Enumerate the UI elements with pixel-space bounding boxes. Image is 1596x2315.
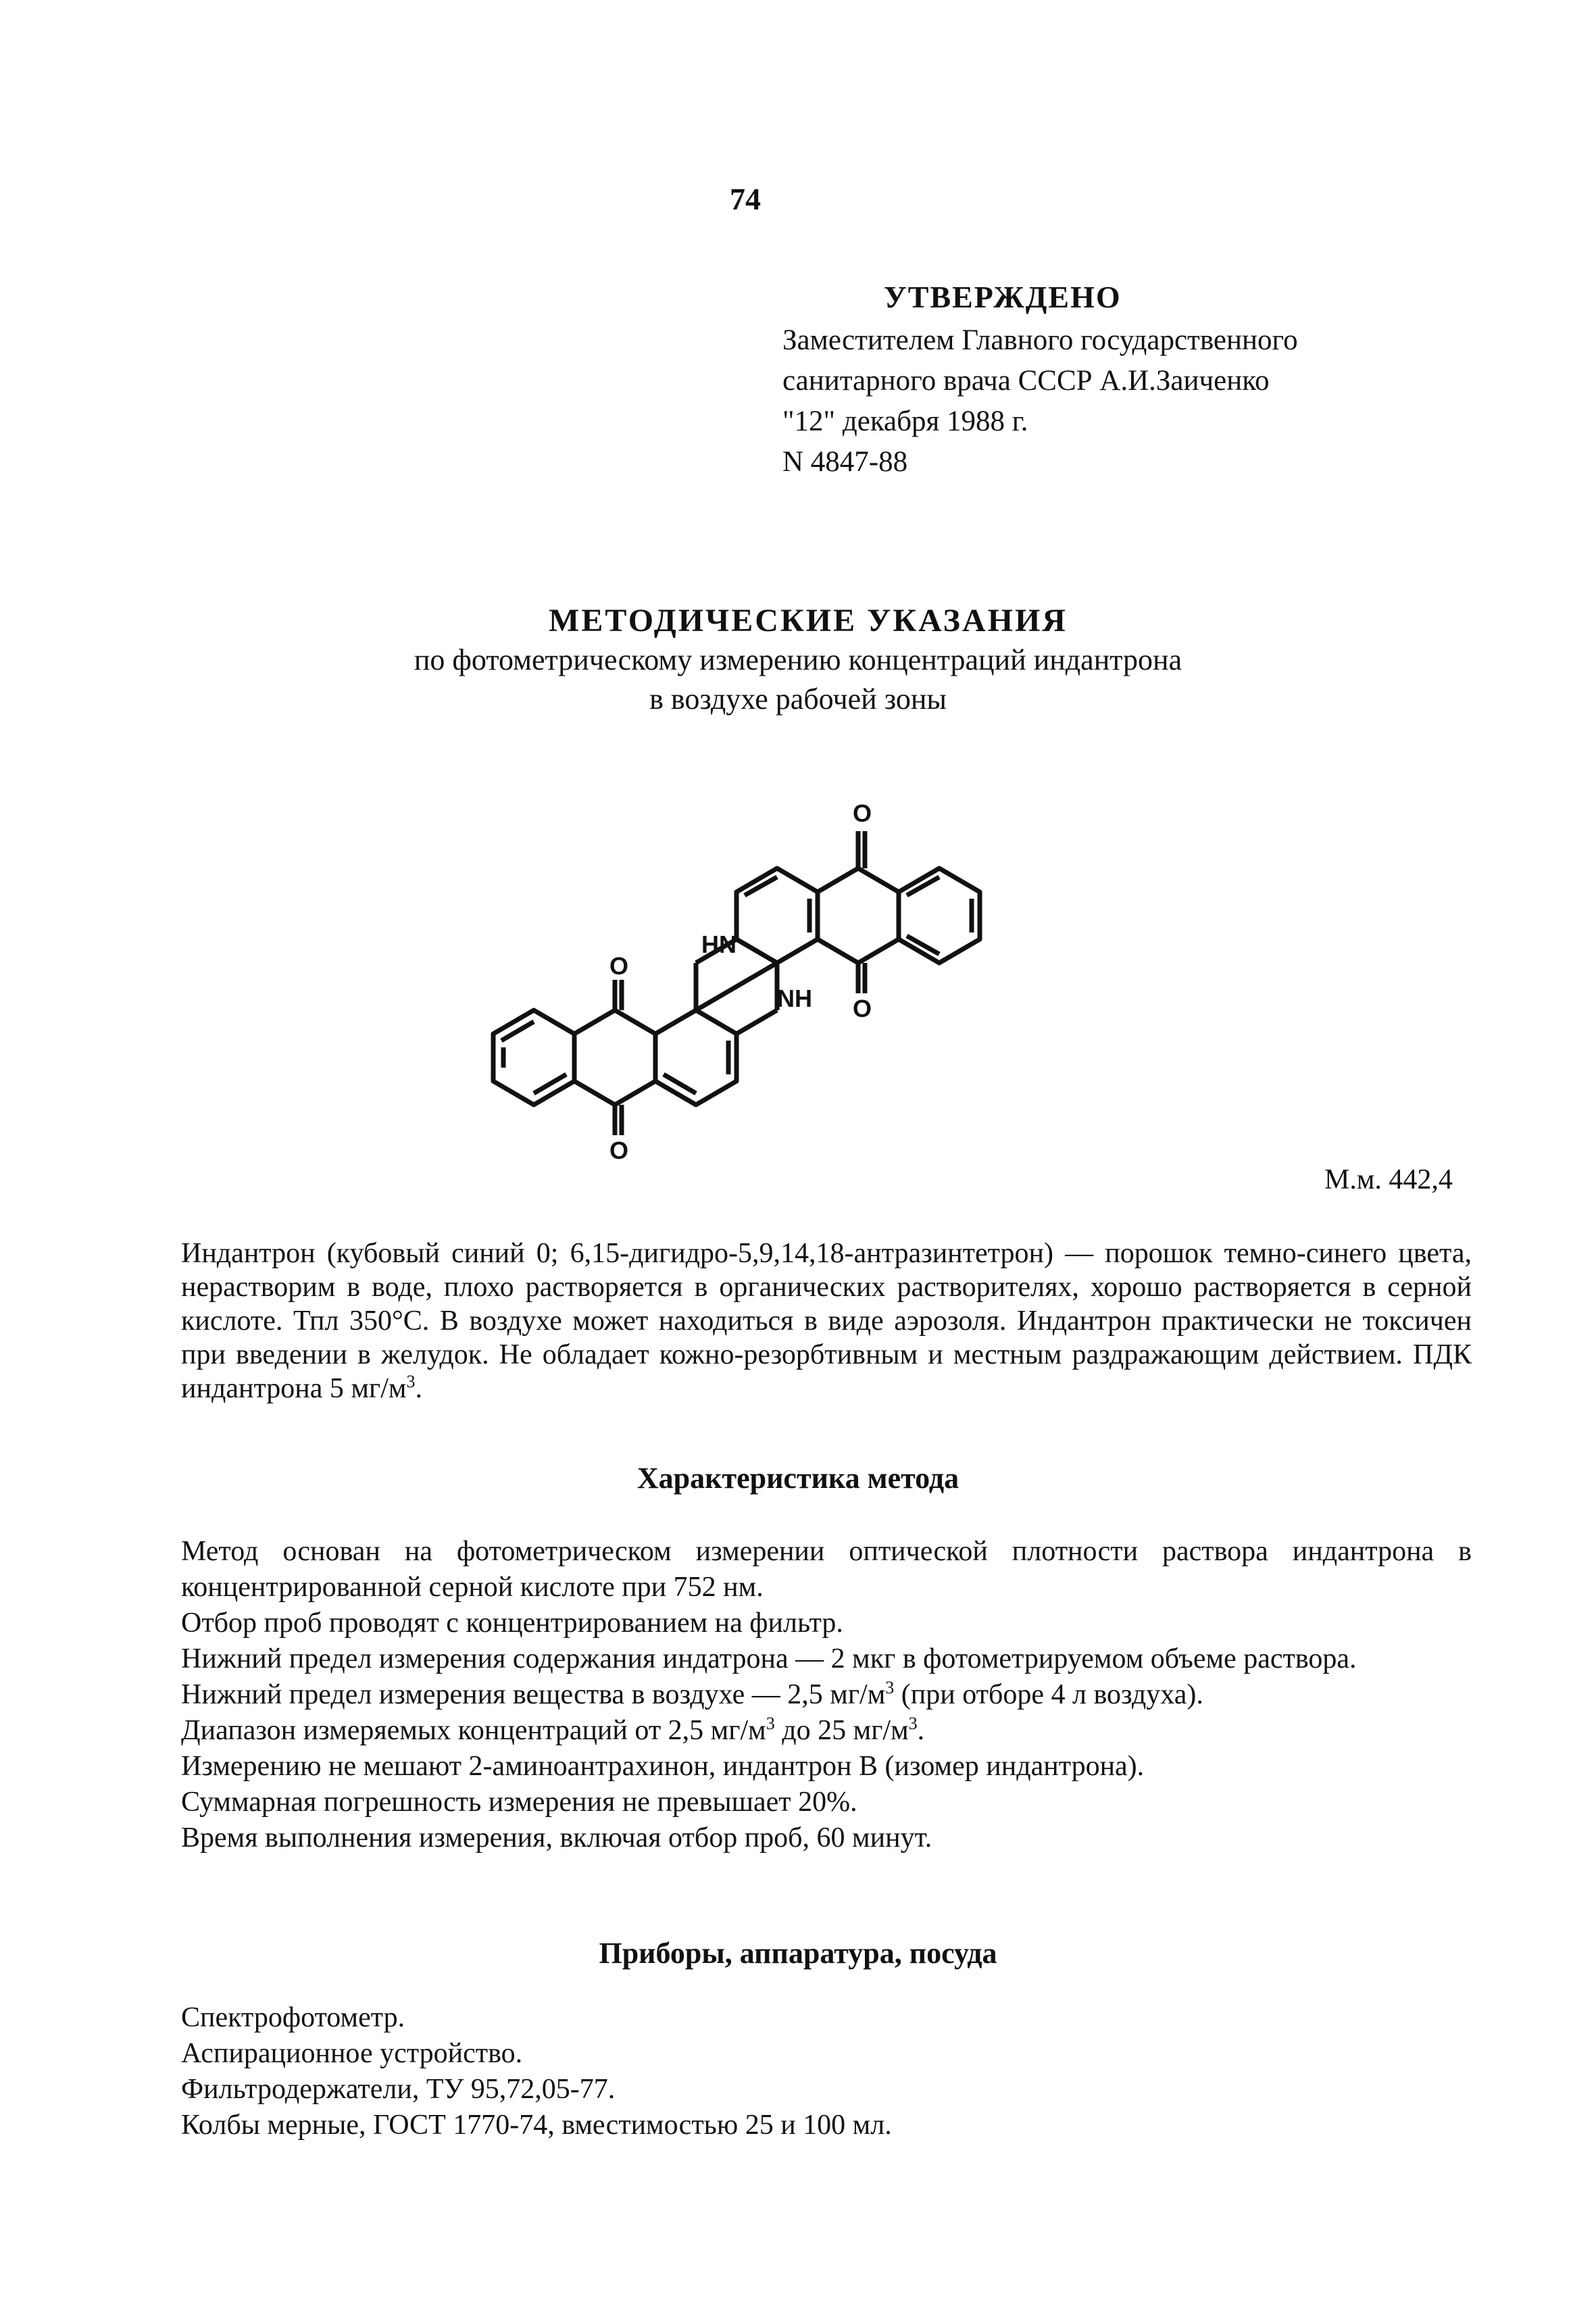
approval-line: Заместителем Главного государственного (782, 324, 1298, 356)
ring-right-quinone (818, 868, 899, 963)
method-paragraph: Время выполнения измерения, включая отбор проб, 60 минут. (181, 1822, 932, 1853)
document-title (0, 601, 1596, 719)
approval-line: санитарного врача СССР А.И.Заиченко (782, 365, 1270, 397)
intro-text-end: . (415, 1373, 422, 1404)
approval-heading: УТВЕРЖДЕНО (884, 280, 1122, 314)
intro-text: Индантрон (кубовый синий 0; 6,15-дигидро-5,9,14,18-антразинтетрон) — порошок темно-синего цвета, нерастворим в воде, плохо растворяется в органических растворителях, хорошо растворяется в серной кислоте. Тпл 350°С. В воздухе может находиться в виде аэрозоля. Индантрон практически не токсичен при введении в желудок. Не обладает кожно-резорбтивным и местным раздражающим действием. ПДК индантрона 5 мг/м (181, 1238, 1472, 1404)
method-paragraph: Нижний предел измерения содержания индатрона — 2 мкг в фотометрируемом объеме раствора. (181, 1643, 1357, 1674)
method-paragraph: Суммарная погрешность измерения не превышает 20%. (181, 1787, 857, 1818)
page-number: 74 (730, 182, 761, 216)
title-main: МЕТОДИЧЕСКИЕ УКАЗАНИЯ (549, 603, 1068, 639)
indanthrone-structure (466, 784, 1088, 1176)
method-paragraph: Диапазон измеряемых концентраций от 2,5 $мг/м^3$ до 25 $мг/м^3$. (181, 1714, 925, 1746)
nh-label: HN (701, 930, 737, 958)
oxygen-label: O (853, 995, 872, 1022)
list-item: Аспирационное устройство. (181, 2038, 523, 2069)
list-item: Фильтродержатели, ТУ 95,72,05-77. (181, 2074, 616, 2105)
instruments-list (181, 2000, 1472, 2143)
oxygen-label: O (853, 799, 872, 827)
ring-central-pyrazine (696, 963, 777, 1010)
intro-paragraph (181, 1237, 1472, 1405)
ring-right-aromatic (737, 868, 818, 963)
approval-stamp (782, 277, 1526, 482)
method-paragraph: Измерению не мешают 2-аминоантрахинон, индантрон В (изомер индантрона). (181, 1751, 1145, 1782)
method-section (181, 1534, 1472, 1856)
molecular-weight: М.м. 442,4 (1324, 1164, 1453, 1195)
nh-label: NH (777, 985, 812, 1012)
list-item: Колбы мерные, ГОСТ 1770-74, вместимостью 25 и 100 мл. (181, 2110, 892, 2141)
oxygen-label: O (609, 952, 629, 980)
title-subtitle: по фотометрическому измерению концентраций индантрона (414, 643, 1182, 676)
approval-line: N 4847-88 (782, 446, 908, 478)
oxygen-label: O (609, 1137, 629, 1164)
ring-left-quinone (574, 1010, 655, 1105)
method-paragraph: Метод основан на фотометрическом измерении оптической плотности раствора индантрона в концентрированной серной кислоте при 752 нм. (181, 1536, 1472, 1603)
list-item: Спектрофотометр. (181, 2002, 405, 2033)
approval-line: "12" декабря 1988 г. (782, 405, 1028, 437)
section-heading-instruments: Приборы, аппаратура, посуда (599, 1937, 997, 1970)
section-heading-method: Характеристика метода (637, 1462, 959, 1495)
superscript: 3 (406, 1372, 416, 1391)
ring-right-benzene (899, 868, 980, 963)
method-paragraph: Нижний предел измерения вещества в воздухе — 2,5 $мг/м^3$ (при отборе 4 л воздуха). (181, 1678, 1203, 1710)
title-subtitle: в воздухе рабочей зоны (649, 682, 947, 716)
method-paragraph: Отбор проб проводят с концентрированием на фильтр. (181, 1608, 843, 1639)
